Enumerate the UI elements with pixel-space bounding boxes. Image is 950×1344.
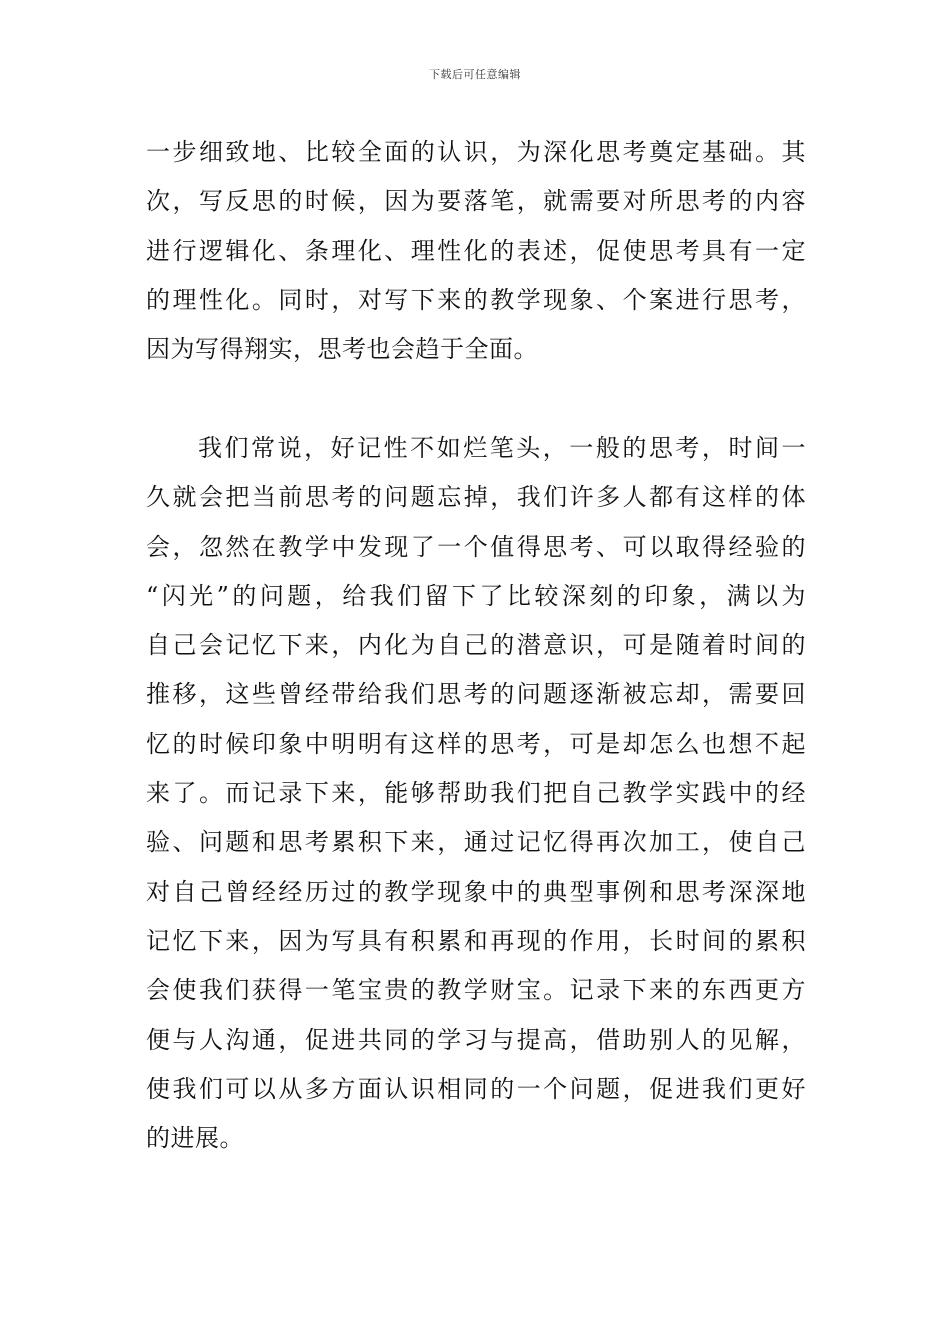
- text-line: 推移，这些曾经带给我们思考的问题逐渐被忘却，需要回: [146, 680, 806, 709]
- text-line: 自己会记忆下来，内化为自己的潜意识，可是随着时间的: [146, 631, 806, 660]
- text-line: 来了。而记录下来，能够帮助我们把自己教学实践中的经: [146, 779, 806, 808]
- text-line: 久就会把当前思考的问题忘掉，我们许多人都有这样的体: [146, 483, 806, 512]
- text-line: 记忆下来，因为写具有积累和再现的作用，长时间的累积: [146, 926, 806, 955]
- text-line: 进行逻辑化、条理化、理性化的表述，促使思考具有一定: [146, 236, 806, 265]
- paragraph-1: [146, 128, 806, 374]
- text-line: 忆的时候印象中明明有这样的思考，可是却怎么也想不起: [146, 729, 806, 758]
- page-header: 下载后可任意编辑: [429, 68, 521, 81]
- text-line: 次，写反思的时候，因为要落笔，就需要对所思考的内容: [146, 187, 806, 216]
- text-line: 因为写得翔实，思考也会趋于全面。: [146, 335, 538, 364]
- text-line: 我们常说，好记性不如烂笔头，一般的思考，时间一: [198, 434, 806, 462]
- text-line: 对自己曾经经历过的教学现象中的典型事例和思考深深地: [146, 877, 806, 906]
- text-line: 的理性化。同时，对写下来的教学现象、个案进行思考，: [146, 285, 806, 314]
- paragraph-2: [146, 424, 806, 1163]
- text-line: “闪光”的问题，给我们留下了比较深刻的印象，满以为: [146, 581, 806, 610]
- text-line: 一步细致地、比较全面的认识，为深化思考奠定基础。其: [146, 138, 806, 166]
- text-line: 验、问题和思考累积下来，通过记忆得再次加工，使自己: [146, 828, 806, 857]
- text-line: 会，忽然在教学中发现了一个值得思考、可以取得经验的: [146, 532, 806, 561]
- text-line: 使我们可以从多方面认识相同的一个问题，促进我们更好: [146, 1074, 806, 1103]
- text-line: 便与人沟通，促进共同的学习与提高，借助别人的见解，: [146, 1025, 806, 1054]
- text-line: 会使我们获得一笔宝贵的教学财宝。记录下来的东西更方: [146, 976, 806, 1005]
- text-line: 的进展。: [146, 1124, 244, 1153]
